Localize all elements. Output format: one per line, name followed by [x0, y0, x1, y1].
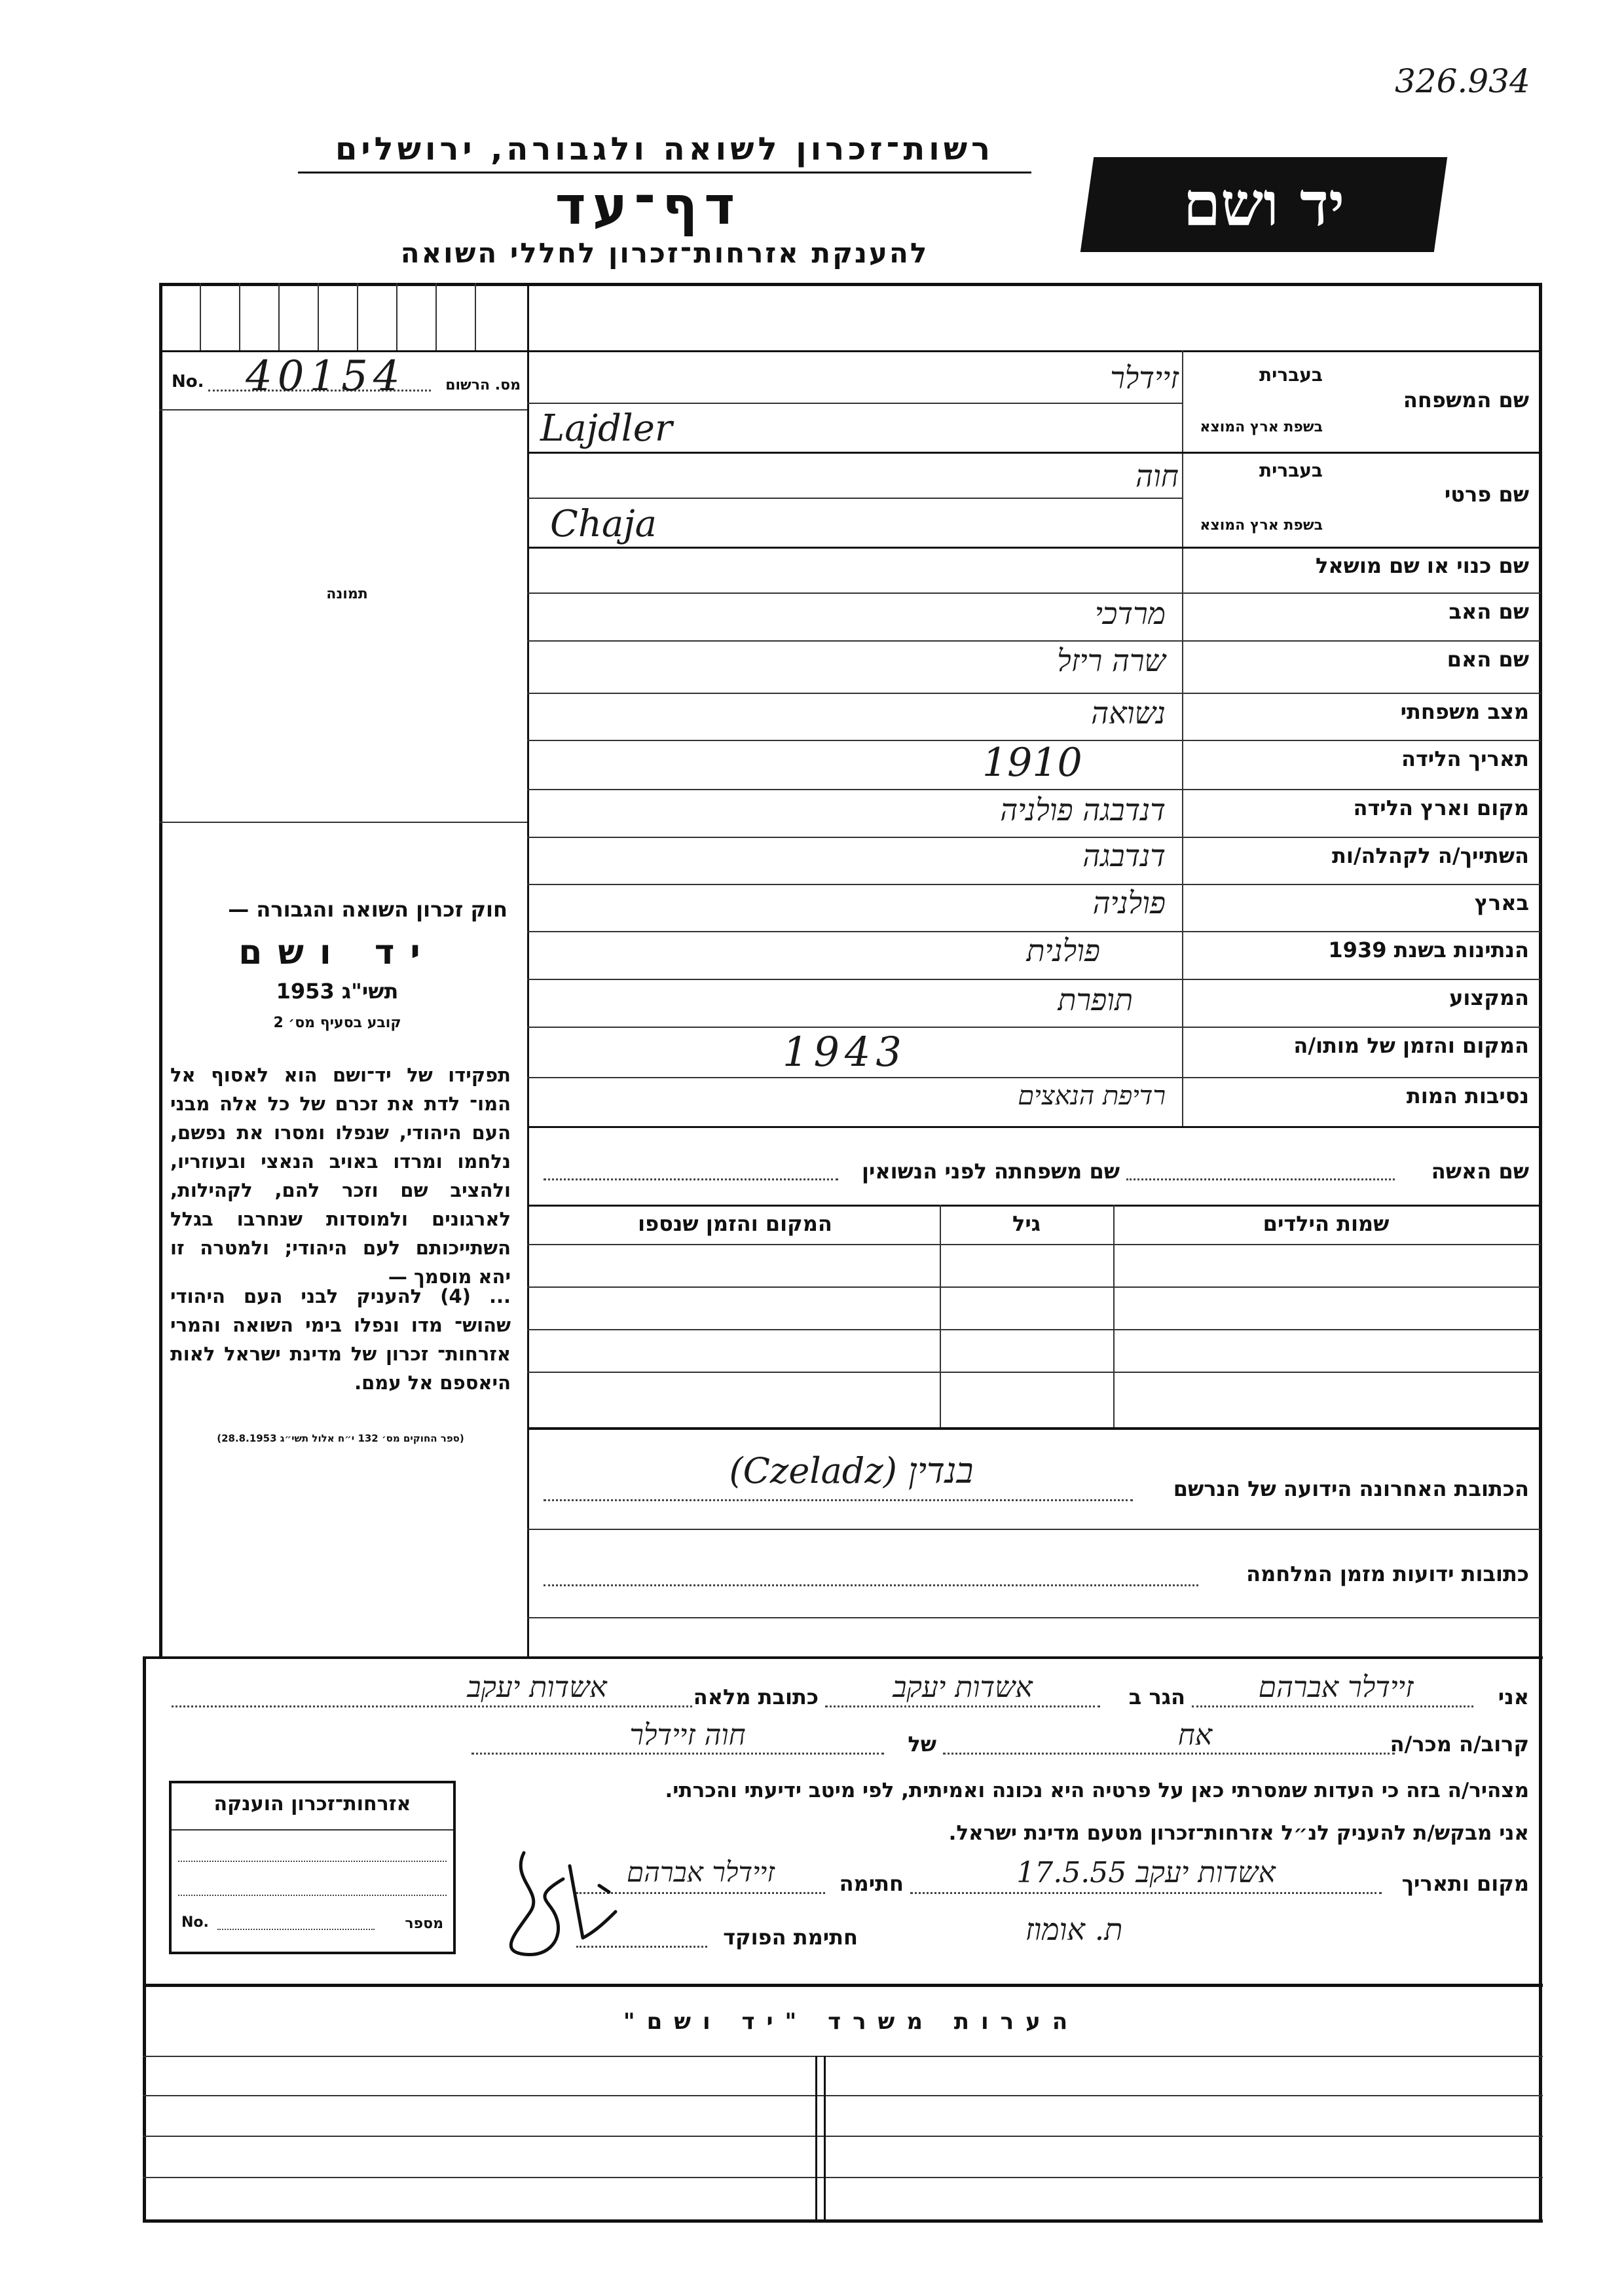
children-header-names: שמות הילדים — [1263, 1211, 1390, 1236]
relative-value: אח — [1177, 1719, 1213, 1752]
citizenship-row — [527, 979, 1541, 980]
box-div-6 — [396, 283, 397, 350]
children-header-place: המקום והזמן שנספו — [638, 1211, 832, 1236]
frame-top — [159, 283, 1541, 286]
reg-no-label: מס. הרשום — [445, 377, 521, 393]
birth-place-label: מקום וארץ הלידה — [1353, 795, 1529, 820]
officer-note: ת. אומוז — [1025, 1912, 1123, 1947]
birth-date-label: תאריך הלידה — [1401, 746, 1529, 771]
death-value: 1943 — [783, 1028, 907, 1076]
relative-dots — [943, 1753, 1395, 1755]
birth-date-row — [527, 789, 1541, 790]
upper-section-bottom — [143, 1656, 1543, 1659]
circumstances-value: רדיפת הנאצים — [1018, 1081, 1166, 1111]
box-div-8 — [475, 283, 476, 350]
wife-row-bottom — [527, 1205, 1541, 1207]
marital-label: מצב משפחתי — [1400, 699, 1529, 724]
family-name-latin-value: Lajdler — [540, 407, 673, 450]
profession-row — [527, 1027, 1541, 1028]
first-name-label: שם פרטי — [1444, 482, 1529, 507]
address-line-1 — [527, 1529, 1541, 1530]
maiden-name-label: שם משפחתה לפני הנשואין — [861, 1159, 1120, 1184]
children-header-line — [527, 1244, 1541, 1245]
frame-bottom — [143, 2219, 1543, 2223]
box-div-3 — [278, 283, 280, 350]
country-label: בארץ — [1474, 890, 1529, 915]
death-row — [527, 1077, 1541, 1078]
community-value: דנדבגה — [1082, 838, 1166, 873]
children-col-div-1 — [1113, 1205, 1115, 1427]
citizenship-box-line-1 — [172, 1829, 453, 1831]
citizenship-box-number-dots — [217, 1929, 375, 1930]
full-address-value: אשדות יעקב — [467, 1671, 607, 1704]
law-source: (ספר החוקים מס׳ 132 י״ח אלול תשי״ג 28.8.1953) — [217, 1432, 464, 1444]
form-subtitle: להענקת אזרחות־זכרון לחללי השואה — [400, 237, 929, 269]
wife-name-label: שם האשה — [1431, 1159, 1529, 1184]
yad-vashem-logo — [1080, 157, 1447, 252]
citizenship-box-number-prefix: No. — [181, 1914, 209, 1931]
marital-value: נשואה — [1091, 695, 1166, 731]
citizenship-box-dots-2 — [178, 1895, 447, 1896]
wartime-dots — [544, 1584, 1198, 1586]
frame-left — [159, 283, 162, 1658]
declaration-statement-2: אני מבקש/ת להעניק לנ״ל אזרחות־זכרון מטעם מדינת ישראל. — [948, 1821, 1529, 1845]
country-row — [527, 931, 1541, 932]
children-row-1 — [527, 1286, 1541, 1288]
law-title: חוק זכרון השואה והגבורה — — [228, 897, 507, 922]
circumstances-row — [527, 1126, 1541, 1128]
logo-text: יד ושם — [1183, 169, 1345, 240]
children-row-2 — [527, 1329, 1541, 1330]
signature-label: חתימה — [839, 1871, 904, 1896]
father-label: שם האב — [1449, 599, 1529, 624]
children-row-3 — [527, 1372, 1541, 1373]
form-title: דף־עד — [555, 175, 742, 236]
declarant-i-label: אני — [1498, 1685, 1529, 1709]
office-notes-divider-a — [815, 2056, 817, 2219]
citizenship-box-title: אזרחות־זכרון הוענקה — [213, 1793, 411, 1815]
officer-signature-scribble — [485, 1840, 629, 1971]
office-notes-line-3 — [143, 2136, 1543, 2137]
law-text-2: ... (4) להעניק לבני העם היהודי שהוש־ מדו ונפלו בימי השואה והמרי אזרחות־ זכרון של מדינת ישראל לאות היאספם אל עמם. — [170, 1285, 511, 1394]
first-name-hebrew-tag: בעברית — [1259, 460, 1323, 481]
label-column-divider — [1182, 350, 1183, 1126]
address-line-2 — [527, 1617, 1541, 1618]
box-div-7 — [435, 283, 437, 350]
children-header-age: גיל — [1012, 1211, 1041, 1236]
citizenship-box-dots-1 — [178, 1861, 447, 1862]
of-dots — [471, 1753, 884, 1755]
wife-name-dots — [1126, 1178, 1395, 1180]
first-row-bottom — [527, 547, 1541, 549]
nickname-mid — [527, 592, 1541, 594]
mother-value: שרה ריזל — [1057, 643, 1166, 678]
law-text-1: תפקידו של יד־ושם הוא לאסוף אל המו־ לדת את זכרם של כל אלה מבני העם היהודי, שנפלו ומסרו את נפשם, נלחמו ומרדו באויב הנאצי ובעוזריו, ולהציב שם וזכר להם, לקהילות, לארגונים ולמוסדות שנחרבו בגלל השתייכותם לעם היהודי; ולמטרה זו יהא מוסמך — — [170, 1064, 511, 1288]
children-col-div-2 — [940, 1205, 941, 1427]
wartime-address-label: כתובות ידועות מזמן המלחמה — [1246, 1561, 1529, 1586]
father-row — [527, 640, 1541, 642]
authority-title: רשות־זכרון לשואה ולגבורה, ירושלים — [335, 131, 995, 168]
family-name-hebrew-tag: בעברית — [1259, 364, 1323, 386]
first-name-hebrew-value: חוה — [1135, 458, 1179, 494]
resides-dots — [825, 1705, 1100, 1707]
first-name-latin-value: Chaja — [550, 503, 657, 545]
birth-place-value: דנדבגה פולניה — [1000, 792, 1166, 828]
last-address-value: בנדין (Czeladz) — [729, 1450, 974, 1491]
photo-bottom — [159, 822, 527, 823]
office-notes-top — [143, 1984, 1543, 1987]
place-date-label: מקום ותאריך — [1401, 1871, 1529, 1896]
authority-underline — [298, 172, 1031, 173]
place-date-dots — [910, 1892, 1382, 1894]
last-address-label: הכתובת האחרונה הידועה של הנרשם — [1173, 1476, 1529, 1501]
profession-value: תופרת — [1058, 982, 1133, 1017]
first-name-native-tag: בשפת ארץ המוצא — [1200, 517, 1323, 534]
declarant-name-value: זיידלר אברהם — [1258, 1671, 1414, 1704]
law-clause: קובע בסעיף מס׳ 2 — [273, 1015, 401, 1031]
family-row-bottom — [527, 452, 1541, 454]
box-div-1 — [200, 283, 201, 350]
photo-label: תמונה — [326, 586, 368, 602]
profession-label: המקצוע — [1449, 985, 1529, 1010]
citizenship-label: הנתינות בשנת 1939 — [1328, 938, 1529, 962]
maiden-name-dots — [544, 1178, 838, 1180]
last-address-dots — [544, 1499, 1133, 1501]
frame-right — [1539, 283, 1542, 2222]
declarant-dots — [1192, 1705, 1473, 1707]
of-value: חוה זיידלר — [629, 1719, 746, 1752]
box-div-5 — [357, 283, 358, 350]
country-value: פולניה — [1092, 885, 1166, 920]
father-value: מרדכי — [1094, 596, 1166, 631]
archive-number: 326.934 — [1395, 62, 1530, 100]
full-address-label: כתובת מלאה — [693, 1685, 819, 1709]
office-notes-title: הערות משרד "יד ושם" — [623, 2009, 1080, 2035]
resides-value: אשדות יעקב — [893, 1671, 1033, 1704]
first-hebrew-line — [527, 498, 1182, 499]
mother-label: שם האם — [1447, 647, 1529, 672]
family-name-label: שם המשפחה — [1403, 388, 1529, 412]
citizenship-box-number-label: מספר — [405, 1916, 443, 1932]
officer-signature-label: חתימת הפוקד — [723, 1925, 858, 1950]
reg-no-value: 40154 — [246, 352, 405, 401]
reg-no-prefix: No. — [172, 372, 204, 392]
office-notes-line-1 — [143, 2056, 1543, 2057]
declaration-statement-1: מצהיר/ה בזה כי העדות שמסרתי כאן על פרטיה היא נכונה ואמיתית, לפי מיטב ידיעתי והכרתי. — [665, 1779, 1529, 1802]
of-label: של — [908, 1732, 936, 1757]
mother-row — [527, 693, 1541, 694]
box-div-2 — [239, 283, 240, 350]
family-hebrew-line — [527, 403, 1182, 404]
circumstances-label: נסיבות המות — [1406, 1084, 1529, 1108]
community-label: השתייך/ה לקהלה/ות — [1331, 843, 1529, 868]
children-table-bottom — [527, 1427, 1541, 1430]
nickname-label: שם כנוי או שם מושאל — [1315, 553, 1529, 578]
citizenship-box — [169, 1781, 456, 1954]
signature-value: זיידלר אברהם — [627, 1856, 775, 1888]
place-date-value: אשדות יעקב 17.5.55 — [1016, 1856, 1276, 1889]
top-row-bottom — [527, 350, 1541, 352]
resides-label: הגר ב — [1128, 1685, 1185, 1709]
citizenship-value: פולנית — [1026, 933, 1100, 968]
relative-label: קרוב/ה מכר/ה — [1390, 1732, 1529, 1757]
full-address-dots — [172, 1705, 692, 1707]
reg-no-underline — [159, 409, 527, 410]
family-name-hebrew-value: זיידלר — [1110, 360, 1179, 395]
left-panel-divider — [527, 283, 529, 1658]
box-div-4 — [318, 283, 319, 350]
office-notes-divider-b — [824, 2056, 826, 2219]
office-notes-line-4 — [143, 2177, 1543, 2178]
birth-date-value: 1910 — [982, 740, 1082, 786]
law-year: תשי"ג 1953 — [276, 979, 399, 1004]
office-notes-line-2 — [143, 2095, 1543, 2096]
law-name: יד ושם — [238, 933, 436, 972]
family-name-native-tag: בשפת ארץ המוצא — [1200, 419, 1323, 435]
death-label: המקום והזמן של מותו/ה — [1293, 1033, 1529, 1058]
